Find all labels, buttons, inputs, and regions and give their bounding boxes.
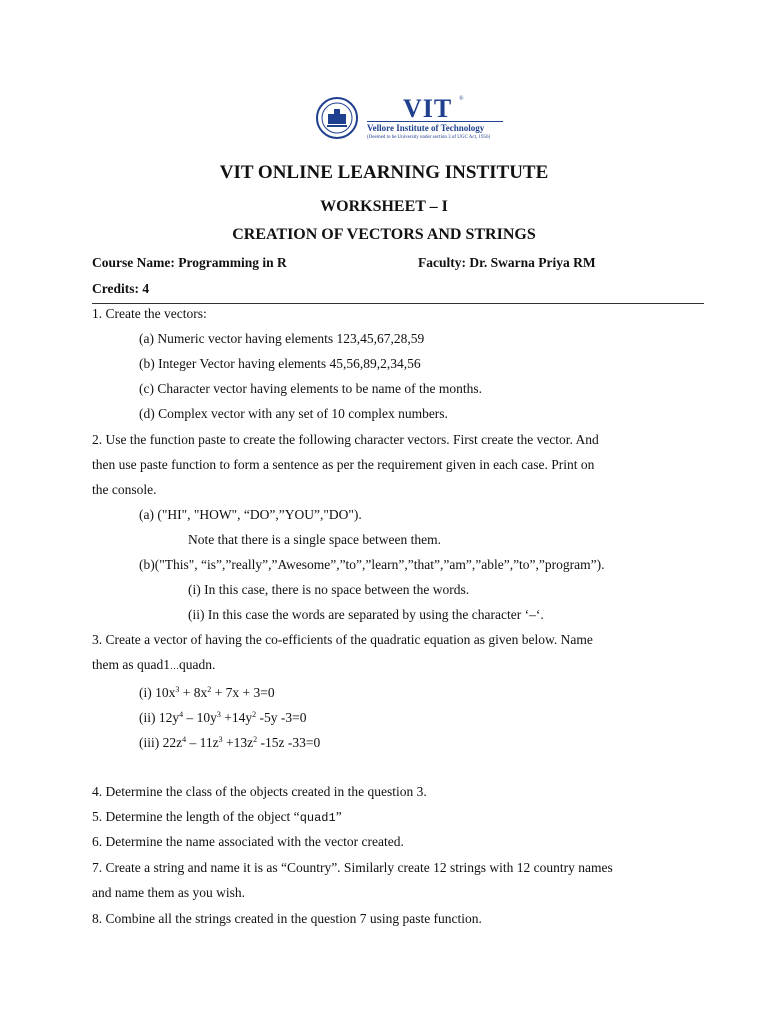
logo-wordmark: VIT <box>403 94 453 123</box>
logo-registered-mark: ® <box>459 96 464 102</box>
equation-1 <box>139 685 275 701</box>
eq3-term-1: (iii) 22z <box>139 735 183 750</box>
question-1b: (b) Integer Vector having elements 45,56,89,2,34,56 <box>139 356 421 371</box>
equation-2 <box>139 710 306 726</box>
header-divider <box>92 303 704 304</box>
question-4: 4. Determine the class of the objects created in the question 3. <box>92 784 427 799</box>
question-2b-i: (i) In this case, there is no space between the words. <box>188 582 470 597</box>
eq2-term-4: -5y -3=0 <box>256 710 307 725</box>
question-3-text-b: quadn. <box>178 657 216 672</box>
eq1-term-1: (i) 10x <box>139 685 176 700</box>
question-5-code: quad1 <box>299 811 336 825</box>
eq1-exp-2: 2 <box>207 685 212 694</box>
eq1-term-2: + 8x <box>179 685 208 700</box>
question-1: 1. Create the vectors: <box>92 306 207 321</box>
question-2-line-2: then use paste function to form a sentence as per the requirement given in each case. Print on <box>92 457 595 472</box>
question-1a: (a) Numeric vector having elements 123,45,67,28,59 <box>139 331 425 346</box>
question-1d: (d) Complex vector with any set of 10 complex numbers. <box>139 406 448 421</box>
question-6: 6. Determine the name associated with the vector created. <box>92 834 404 849</box>
question-8: 8. Combine all the strings created in the question 7 using paste function. <box>92 911 482 926</box>
faculty-name: Faculty: Dr. Swarna Priya RM <box>418 255 596 270</box>
question-2b: (b)("This", “is”,”really”,”Awesome”,”to”,”learn”,”that”,”am”,”able”,”to”,”program”). <box>139 557 605 572</box>
eq2-exp-1: 4 <box>179 710 184 719</box>
vit-seal-icon <box>315 96 359 140</box>
topic-title: CREATION OF VECTORS AND STRINGS <box>232 226 536 243</box>
institute-title: VIT ONLINE LEARNING INSTITUTE <box>219 162 549 183</box>
question-2-line-1: 2. Use the function paste to create the following character vectors. First create the vector. And <box>92 432 599 447</box>
equation-3 <box>139 735 320 751</box>
eq1-term-3: + 7x + 3=0 <box>211 685 275 700</box>
question-2a-note: Note that there is a single space between them. <box>188 532 442 547</box>
question-7-line-2: and name them as you wish. <box>92 885 245 900</box>
credits: Credits: 4 <box>92 281 150 296</box>
eq3-exp-3: 2 <box>253 735 258 744</box>
eq3-exp-2: 3 <box>218 735 223 744</box>
question-2b-ii: (ii) In this case the words are separated by using the character ‘–‘. <box>188 607 544 622</box>
worksheet-title: WORKSHEET – I <box>320 198 448 215</box>
eq1-exp-1: 3 <box>175 685 180 694</box>
vit-logo <box>315 96 505 146</box>
question-2-line-3: the console. <box>92 482 157 497</box>
question-5 <box>92 809 342 826</box>
eq3-exp-1: 4 <box>182 735 187 744</box>
question-3-ellipsis: … <box>169 661 179 671</box>
question-3-line-2 <box>92 657 215 674</box>
question-5-close-quote: ” <box>335 809 342 824</box>
eq3-term-2: – 11z <box>186 735 219 750</box>
eq3-term-3: +13z <box>222 735 254 750</box>
eq2-term-2: – 10y <box>183 710 217 725</box>
question-1c: (c) Character vector having elements to be name of the months. <box>139 381 482 396</box>
logo-divider <box>367 121 503 122</box>
question-5-text: 5. Determine the length of the object “ <box>92 809 300 824</box>
eq2-exp-3: 2 <box>252 710 257 719</box>
logo-subtitle: (Deemed to be University under section 3 of UGC Act, 1956) <box>367 135 491 140</box>
eq2-term-1: (ii) 12y <box>139 710 180 725</box>
eq2-term-3: +14y <box>220 710 253 725</box>
logo-institution-name: Vellore Institute of Technology <box>367 123 485 133</box>
question-7-line-1: 7. Create a string and name it is as “Country”. Similarly create 12 strings with 12 country names <box>92 860 613 875</box>
course-name: Course Name: Programming in R <box>92 255 287 270</box>
question-3-text-a: them as quad1 <box>92 657 170 672</box>
question-2a: (a) ("HI", "HOW", “DO”,”YOU”,"DO"). <box>139 507 362 522</box>
eq2-exp-2: 3 <box>216 710 221 719</box>
question-3-line-1: 3. Create a vector of having the co-efficients of the quadratic equation as given below. Name <box>92 632 593 647</box>
eq3-term-4: -15z -33=0 <box>257 735 321 750</box>
